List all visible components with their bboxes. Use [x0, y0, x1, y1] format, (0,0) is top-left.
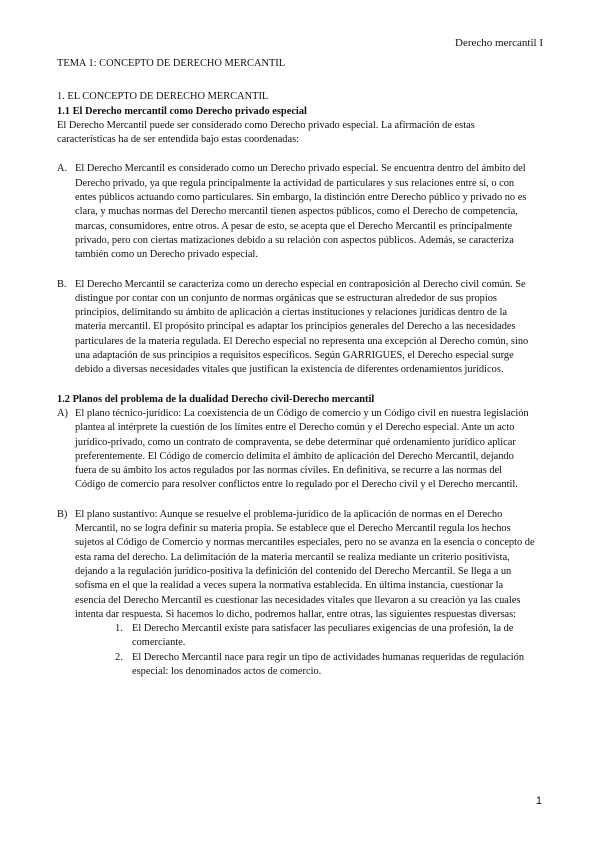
subsection-1-intro: El Derecho Mercantil puede ser considerado como Derecho privado especial. La afirmación de estas características ha de ser entendida bajo estas coordenadas: [57, 119, 475, 146]
document-title: TEMA 1: CONCEPTO DE DERECHO MERCANTIL [57, 58, 286, 69]
list-item-text: El plano sustantivo: Aunque se resuelve el problema-jurídico de la aplicación de normas en el Derecho Mercantil, no se logra definir su materia propia. Se establece que el Derecho Mercantil regula los hechos sujetos al Código de Comercio y normas mercantiles especiales, pero no se avanza en la esencia o concepto de esta rama del derecho. La delimitación de la materia mercantil se realiza mediante un criterio positivista, dejando a la regulación jurídico-positiva la definición del contenido del Derecho Mercantil. Se llega a un sofisma en el que la realidad a veces supera la normativa establecida. En última instancia, cuestionar la esencia del Derecho Mercantil es cuestionar las necesidades vitales que llevaron a su creación ya las cuales intenta dar respuesta. Si hacemos lo dicho, podremos hallar, entre otras, las siguientes respuestas diversas: [75, 508, 535, 620]
numbered-marker: 1. [115, 623, 123, 635]
list-item-text: El Derecho Mercantil es considerado como un Derecho privado especial. Se encuentra dentro del ámbito del Derecho privado, ya que regula principalmente la actividad de particulares y sus relaciones entre sí, o con entes públicos actuando como particulares. Sin embargo, la distinción entre Derecho público y privado no es clara, y muchas normas del Derecho mercantil tienen aspectos públicos, como el Derecho de competencia, marcas, consumidores, entre otros. A pesar de esto, se acepta que el Derecho Mercantil es principalmente privado, pero con ciertas matizaciones debido a su relación con aspectos públicos. Además, se caracteriza también como un Derecho privado especial. [75, 163, 527, 261]
numbered-item-1 [115, 622, 535, 651]
page-number: 1 [535, 795, 542, 807]
list-item-text: El plano técnico-jurídico: La coexistencia de un Código de comercio y un Código civil en nuestra legislación plantea al intérprete la cuestión de los límites entre el Derecho común y el Derecho especial. Ante un acto jurídico-privado, como un contrato de compraventa, se debe determinar qué ordenamiento jurídico aplicar preferentemente. El Código de comercio delimita el ámbito de aplicación del Derecho Mercantil, dejando fuera de su ámbito los actos regulados por las normas civiles. En definitiva, se recurre a las normas del Código de comercio para resolver conflictos entre lo regulado por el Derecho civil y el Derecho mercantil. [75, 407, 529, 491]
list-marker: A) [57, 407, 68, 419]
list-marker: B) [57, 508, 68, 520]
section-title: 1. EL CONCEPTO DE DERECHO MERCANTIL [57, 91, 269, 103]
list-marker: B. [57, 278, 67, 290]
subsection-2-title: 1.2 Planos del problema de la dualidad Derecho civil-Derecho mercantil [57, 393, 375, 405]
list-item-b-paren [57, 508, 535, 622]
numbered-item-text: El Derecho Mercantil nace para regir un tipo de actividades humanas requeridas de regulación especial: los denominados actos de comercio. [132, 651, 525, 677]
list-item-text: El Derecho Mercantil se caracteriza como un derecho especial en contraposición al Derecho civil común. Se distingue por contar con un conjunto de normas orgánicas que se estructuran alrededor de sus propios principios, delimitando su ámbito de aplicación a ciertas instituciones y relaciones jurídicas dentro de la materia mercantil. El propósito principal es adaptar los principios generales del Derecho a las necesidades particulares de la materia regulada. El Derecho especial no representa una excepción al Derecho común, sino una adaptación de sus principios a requisitos específicos. Según GARRIGUES, el Derecho especial surge debido a diversas necesidades vitales que justifican la existencia de diferentes ordenamientos jurídicos. [75, 278, 529, 376]
numbered-list [57, 622, 535, 679]
list-item-a-paren [57, 407, 535, 493]
subsection-1-title: 1.1 El Derecho mercantil como Derecho privado especial [57, 105, 307, 117]
list-item-a [57, 162, 535, 262]
list-marker: A. [57, 163, 68, 175]
list-item-b [57, 278, 535, 378]
page-content [57, 57, 535, 679]
numbered-marker: 2. [115, 651, 123, 663]
running-header: Derecho mercantil I [455, 37, 543, 49]
numbered-item-2 [115, 651, 535, 680]
numbered-item-text: El Derecho Mercantil existe para satisfacer las peculiares exigencias de una profesión, la de comerciante. [132, 623, 514, 649]
